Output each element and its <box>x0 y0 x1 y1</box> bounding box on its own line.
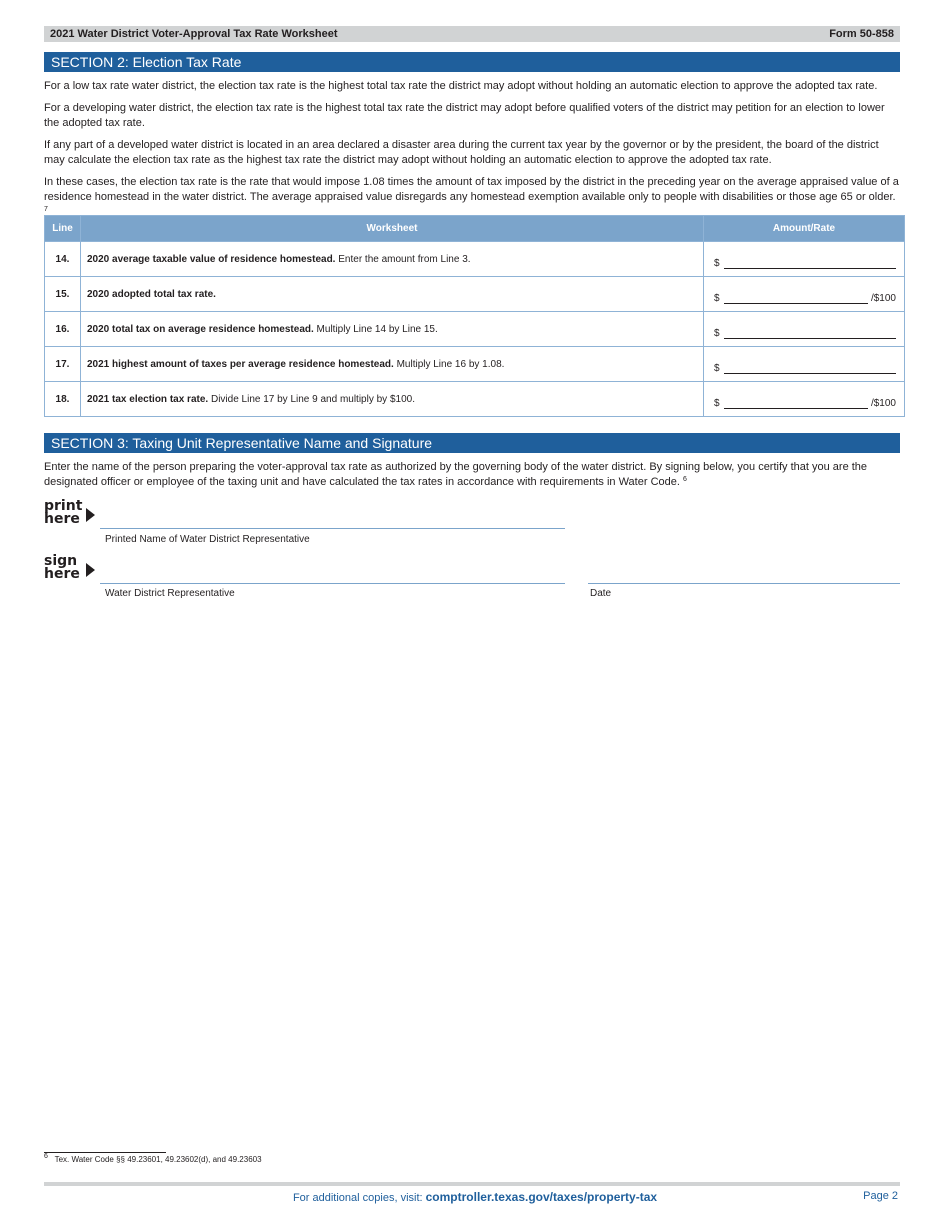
amount-input-line[interactable] <box>724 294 868 304</box>
line-number: 15. <box>45 277 81 312</box>
line-description-bold: 2020 average taxable value of residence homestead. <box>87 253 336 265</box>
amount-cell[interactable] <box>704 277 905 312</box>
form-header-bar <box>44 26 900 42</box>
print-here-word-1: print <box>44 498 83 514</box>
currency-symbol: $ <box>714 398 720 409</box>
amount-suffix: /$100 <box>870 398 896 409</box>
col-header-worksheet: Worksheet <box>81 216 704 242</box>
footnote-number: 6 <box>44 1153 48 1160</box>
form-title: 2021 Water District Voter-Approval Tax Rate Worksheet <box>50 28 338 40</box>
arrow-right-icon <box>86 508 95 522</box>
worksheet-table <box>44 215 905 417</box>
date-label: Date <box>590 588 612 599</box>
printed-name-label: Printed Name of Water District Representative <box>105 534 310 545</box>
footnote-ref-6: 6 <box>682 476 687 483</box>
amount-input-line[interactable] <box>724 329 896 339</box>
section-2-paragraph-3: If any part of a developed water district is located in an area declared a disaster area during the current tax year by the governor or by the president, the board of the district may calculate the election tax rate as the highest tax rate the district may adopt without holding an automatic election to approve the adopted tax rate. <box>44 139 879 166</box>
date-field[interactable] <box>588 583 900 584</box>
line-description-bold: 2020 adopted total tax rate. <box>87 288 216 300</box>
currency-symbol: $ <box>714 293 720 304</box>
table-row <box>45 242 905 277</box>
section-3-title: SECTION 3: Taxing Unit Representative Name and Signature <box>44 433 900 453</box>
section-2-paragraph-2: For a developing water district, the election tax rate is the highest total tax rate the district may adopt before qualified voters of the district may petition for an election to lower the adopted tax rate. <box>44 102 885 129</box>
amount-input-line[interactable] <box>724 399 868 409</box>
table-row <box>45 347 905 382</box>
section-3-paragraph-text: Enter the name of the person preparing the voter-approval tax rate as authorized by the governing body of the water district. By signing below, you certify that you are the designated officer or employee of the taxing unit and have calculated the tax rates in accordance with requirements in Water Code. <box>44 461 868 488</box>
page-number: Page 2 <box>863 1190 898 1202</box>
signature-label: Water District Representative <box>105 588 235 599</box>
amount-cell[interactable] <box>704 242 905 277</box>
footer-copies <box>0 1190 950 1204</box>
line-description <box>81 312 704 347</box>
section-2-paragraph-4-text: In these cases, the election tax rate is the rate that would impose 1.08 times the amount of tax imposed by the district in the preceding year on the average appraised value of a residence homestead in the water district. The average appraised value disregards any homestead exemption available only to people with disabilities or those age 65 or older. <box>44 176 899 203</box>
table-row <box>45 312 905 347</box>
currency-symbol: $ <box>714 363 720 374</box>
line-number: 18. <box>45 382 81 417</box>
signature-field[interactable] <box>100 583 565 584</box>
amount-input-line[interactable] <box>724 364 896 374</box>
line-description <box>81 277 704 312</box>
footnote-text: Tex. Water Code §§ 49.23601, 49.23602(d), and 49.23603 <box>54 1155 262 1164</box>
col-header-line: Line <box>45 216 81 242</box>
table-row <box>45 277 905 312</box>
table-row <box>45 382 905 417</box>
footer-bar <box>44 1182 900 1186</box>
currency-symbol: $ <box>714 258 720 269</box>
arrow-right-icon <box>86 563 95 577</box>
line-description-text: Enter the amount from Line 3. <box>335 253 471 265</box>
sign-here-word-2: here <box>44 566 80 582</box>
sign-here-word-1: sign <box>44 553 78 569</box>
section-2-paragraph-4 <box>44 175 900 220</box>
footer-link[interactable]: comptroller.texas.gov/taxes/property-tax <box>425 1190 658 1204</box>
line-description-text: Multiply Line 16 by 1.08. <box>393 358 505 370</box>
col-header-amount: Amount/Rate <box>704 216 905 242</box>
line-number: 17. <box>45 347 81 382</box>
currency-symbol: $ <box>714 328 720 339</box>
line-description-bold: 2021 highest amount of taxes per average residence homestead. <box>87 358 394 370</box>
amount-suffix: /$100 <box>870 293 896 304</box>
amount-cell[interactable] <box>704 347 905 382</box>
print-here-word-2: here <box>44 511 80 527</box>
line-description-bold: 2020 total tax on average residence homestead. <box>87 323 314 335</box>
line-description-text: Divide Line 17 by Line 9 and multiply by $100. <box>208 393 415 405</box>
section-3-paragraph <box>44 460 900 490</box>
sign-here-mark <box>44 555 80 581</box>
footnote-ref-7: 7 <box>44 206 48 213</box>
line-description <box>81 347 704 382</box>
footer-prefix: For additional copies, visit: <box>292 1192 426 1204</box>
line-description <box>81 382 704 417</box>
footnote-6 <box>44 1155 262 1164</box>
line-description-text: Multiply Line 14 by Line 15. <box>313 323 438 335</box>
line-description <box>81 242 704 277</box>
section-2-paragraph-1: For a low tax rate water district, the election tax rate is the highest total tax rate the district may adopt without holding an automatic election to approve the adopted tax rate. <box>44 80 878 92</box>
section-2-title: SECTION 2: Election Tax Rate <box>44 52 900 72</box>
footnote-rule <box>44 1152 166 1153</box>
line-number: 16. <box>45 312 81 347</box>
line-description-bold: 2021 tax election tax rate. <box>87 393 209 405</box>
amount-cell[interactable] <box>704 312 905 347</box>
form-number: Form 50-858 <box>829 28 894 40</box>
print-here-mark <box>44 500 82 526</box>
amount-input-line[interactable] <box>724 259 896 269</box>
table-header-row <box>45 216 905 242</box>
amount-cell[interactable] <box>704 382 905 417</box>
line-number: 14. <box>45 242 81 277</box>
printed-name-field[interactable] <box>100 528 565 529</box>
